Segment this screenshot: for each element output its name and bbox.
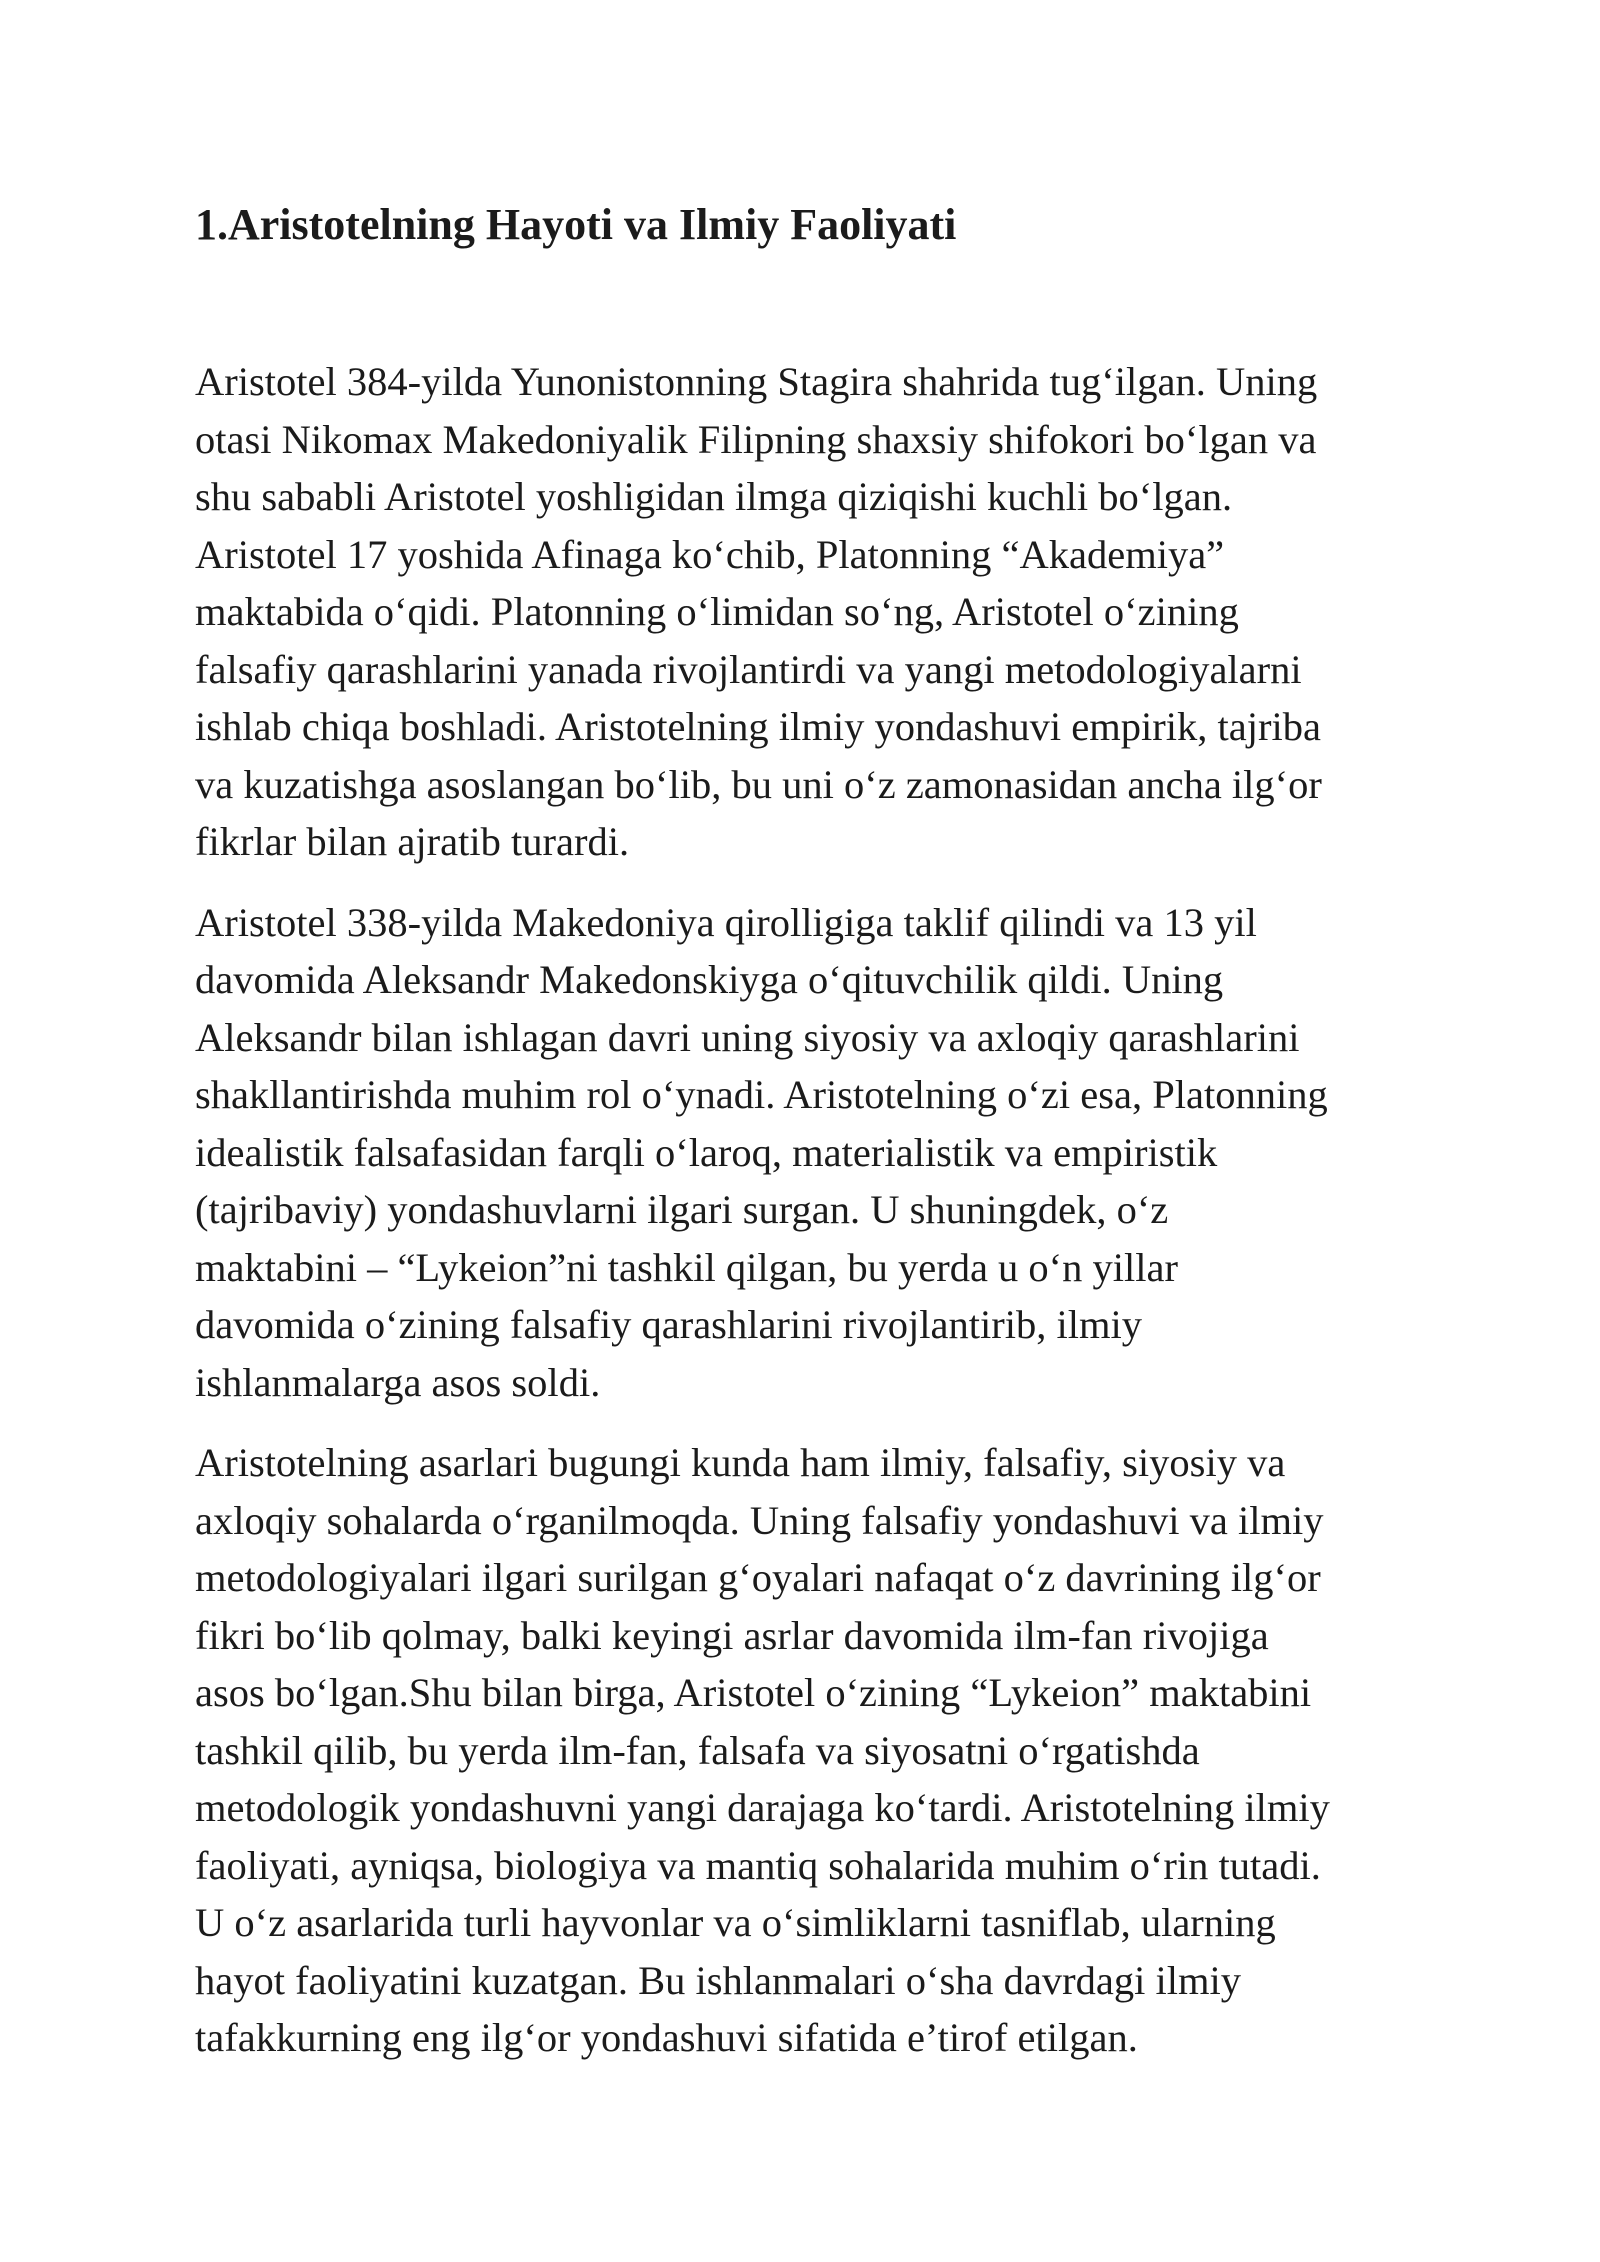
document-body (195, 195, 1425, 2090)
document-title: 1.Aristotelning Hayoti va Ilmiy Faoliyati (195, 200, 957, 249)
paragraph-3: Aristotelning asarlari bugungi kunda ham ilmiy, falsafiy, siyosiy va axloqiy sohalarda o‘rganilmoqda. Uning falsafiy yondashuvi va ilmiy metodologiyalari ilgari surilgan g‘oyalari nafaqat o‘z davrining ilg‘or fikri bo‘lib qolmay, balki keyingi asrlar davomida ilm-fan rivojiga asos bo‘lgan.Shu bilan birga, Aristotel o‘zining “Lykeion” maktabini tashkil qilib, bu yerda ilm-fan, falsafa va siyosatni o‘rgatishda metodologik yondashuvni yangi darajaga ko‘tardi. Aristotelning ilmiy faoliyati, ayniqsa, biologiya va mantiq sohalarida muhim o‘rin tutadi. U o‘z asarlarida turli hayvonlar va o‘simliklarni tasniflab, ularning hayot faoliyatini kuzatgan. Bu ishlanmalari o‘sha davrdagi ilmiy tafakkurning eng ilg‘or yondashuvi sifatida e’tirof etilgan. (195, 1440, 1330, 2060)
paragraph-2: Aristotel 338-yilda Makedoniya qirolligiga taklif qilindi va 13 yil davomida Aleksandr Makedonskiyga o‘qituvchilik qildi. Uning Aleksandr bilan ishlagan davri uning siyosiy va axloqiy qarashlarini shakllantirishda muhim rol o‘ynadi. Aristotelning o‘zi esa, Platonning idealistik falsafasidan farqli o‘laroq, materialistik va empiristik (tajribaviy) yondashuvlarni ilgari surgan. U shuningdek, o‘z maktabini – “Lykeion”ni tashkil qilgan, bu yerda u o‘n yillar davomida o‘zining falsafiy qarashlarini rivojlantirib, ilmiy ishlanmalarga asos soldi. (195, 899, 1328, 1405)
paragraph-1: Aristotel 384-yilda Yunonistonning Stagira shahrida tug‘ilgan. Uning otasi Nikomax Makedoniyalik Filipning shaxsiy shifokori bo‘lgan va shu sababli Aristotel yoshligidan ilmga qiziqishi kuchli bo‘lgan. Aristotel 17 yoshida Afinaga ko‘chib, Platonning “Akademiya” maktabida o‘qidi. Platonning o‘limidan so‘ng, Aristotel o‘zining falsafiy qarashlarini yanada rivojlantirdi va yangi metodologiyalarni ishlab chiqa boshladi. Aristotelning ilmiy yondashuvi empirik, tajriba va kuzatishga asoslangan bo‘lib, bu uni o‘z zamonasidan ancha ilg‘or fikrlar bilan ajratib turardi. (195, 359, 1322, 864)
